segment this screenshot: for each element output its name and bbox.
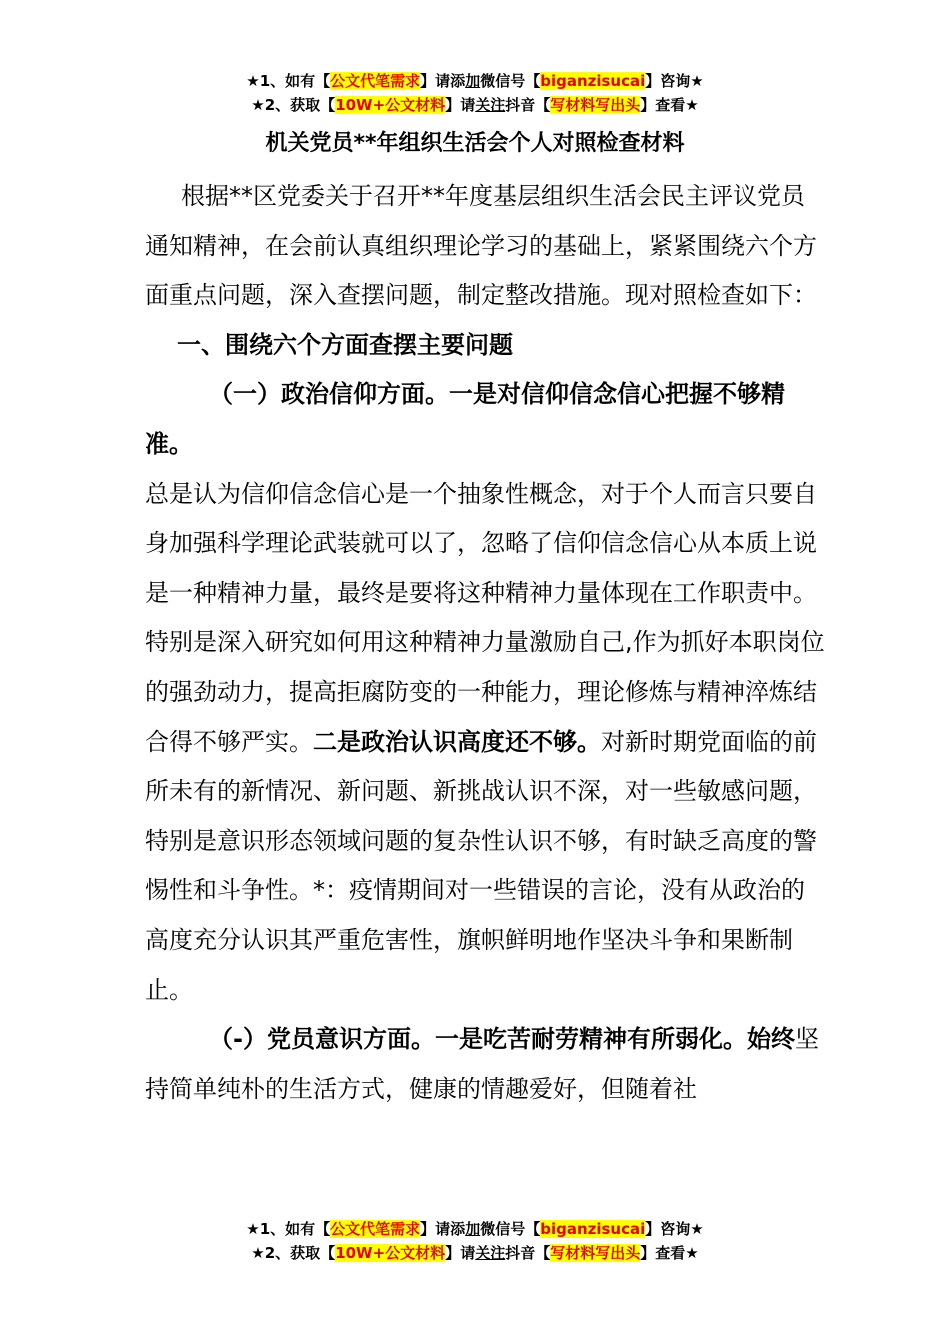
paragraph-text: 坚持简单纯朴的生活方式，健康的情趣爱好，但随着社: [145, 1025, 819, 1103]
promo-underline: 加: [465, 1220, 481, 1238]
promo-text: 微信号【: [480, 72, 541, 90]
promo-line-1: [0, 70, 950, 94]
paragraph-political-belief: [145, 470, 825, 1016]
promo-text: 】请添: [420, 72, 466, 90]
promo-text: 】请添: [420, 1220, 466, 1238]
promo-footer: [0, 1218, 950, 1266]
promo-text: ★1、如有【: [246, 1220, 331, 1238]
promo-text: 】咨询★: [645, 72, 704, 90]
promo-text: ★2、获取【: [251, 96, 336, 114]
promo-text: 】查看★: [640, 96, 699, 114]
promo-highlight: 写材料写出头: [550, 96, 641, 114]
document-body: [145, 172, 825, 1114]
promo-line-2: [0, 1242, 950, 1266]
promo-text: ★1、如有【: [246, 72, 331, 90]
promo-highlight: 10W+公文材料: [335, 1244, 446, 1262]
subsection-heading-1: （一）政治信仰方面。一是对信仰信念信心把握不够精准。: [145, 380, 785, 458]
promo-text: 】咨询★: [645, 1220, 704, 1238]
promo-header: [0, 70, 950, 118]
paragraph-text: 总是认为信仰信念信心是一个抽象性概念，对于个人而言只要自身加强科学理论武装就可以了，忽略了信仰信念信心从本质上说是一种精神力量，最终是要将这种精神力量体现在工作职责中。特别是深入研究如何用这种精神力量激励自己,作为抓好本职岗位的强劲动力，提高拒腐防变的一种能力，理论修炼与精神淬炼结合得不够严实。: [145, 479, 825, 756]
promo-highlight: 公文代笔需求: [330, 1220, 421, 1238]
promo-text: 微信号【: [480, 1220, 541, 1238]
section-heading: 一、围绕六个方面查摆主要问题: [177, 330, 513, 359]
document-title: 机关党员**年组织生活会个人对照检查材料: [265, 131, 685, 156]
paragraph-bold-point: 二是政治认识高度还不够。: [313, 727, 601, 756]
promo-text: 】请: [445, 1244, 476, 1262]
promo-highlight: biganzisucai: [540, 72, 646, 90]
promo-underline: 关注: [475, 1244, 506, 1262]
promo-highlight: 公文代笔需求: [330, 72, 421, 90]
paragraph-party-awareness: [145, 1015, 825, 1114]
promo-underline: 加: [465, 72, 481, 90]
promo-highlight: biganzisucai: [540, 1220, 646, 1238]
subsection-heading-2: （-）党员意识方面。一是吃苦耐劳精神有所弱化。始终: [209, 1025, 795, 1054]
promo-text: 抖音【: [505, 1244, 551, 1262]
promo-text: 】请: [445, 96, 476, 114]
promo-underline: 关注: [475, 96, 506, 114]
promo-text: 】查看★: [640, 1244, 699, 1262]
promo-highlight: 写材料写出头: [550, 1244, 641, 1262]
promo-line-1: [0, 1218, 950, 1242]
promo-text: 抖音【: [505, 96, 551, 114]
promo-text: ★2、获取【: [251, 1244, 336, 1262]
intro-paragraph: 根据**区党委关于召开**年度基层组织生活会民主评议党员通知精神，在会前认真组织理论学习的基础上，紧紧围绕六个方面重点问题，深入查摆问题，制定整改措施。现对照检查如下：: [145, 182, 817, 310]
promo-line-2: [0, 94, 950, 118]
promo-highlight: 10W+公文材料: [335, 96, 446, 114]
paragraph-text: 对新时期党面临的前所未有的新情况、新问题、新挑战认识不深，对一些敏感问题，特别是意识形态领域问题的复杂性认识不够，有时缺乏高度的警惕性和斗争性。*：疫情期间对一些错误的言论，没有从政治的高度充分认识其严重危害性，旗帜鲜明地作坚决斗争和果断制止。: [145, 727, 817, 1004]
